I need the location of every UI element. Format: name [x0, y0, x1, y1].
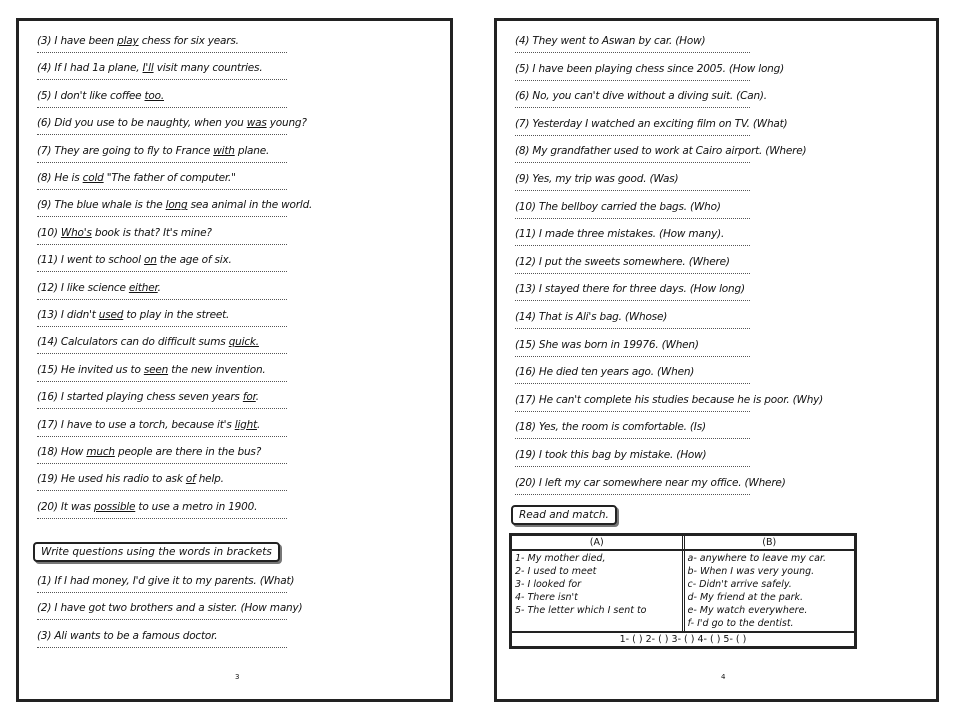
question-sentence: (3) Ali wants to be a famous doctor.	[37, 629, 218, 642]
question-sentence: (11) I made three mistakes. (How many).	[515, 228, 725, 241]
sentence-text: (7) They are going to fly to France	[37, 144, 214, 157]
question-sentence: (9) Yes, my trip was good. (Was)	[515, 173, 679, 185]
answer-line	[37, 299, 287, 300]
answer-line	[37, 216, 287, 217]
correction-sentence	[37, 419, 260, 431]
answer-line	[515, 273, 750, 274]
question-sentence: (18) Yes, the room is comfortable. (Is)	[515, 421, 706, 434]
column-b-header: (B)	[762, 537, 777, 548]
answer-line	[515, 494, 750, 495]
correction-sentence	[37, 254, 232, 266]
sentence-text: (16) I started playing chess seven years	[37, 391, 243, 404]
column-b-item: f- I'd go to the dentist.	[687, 618, 794, 629]
underlined-error: for	[242, 391, 256, 404]
answer-line	[515, 162, 750, 163]
question-sentence: (14) That is Ali's bag. (Whose)	[515, 311, 668, 323]
answer-line	[37, 162, 287, 163]
answer-line	[37, 490, 287, 491]
underlined-error: seen	[143, 363, 169, 376]
answer-line	[37, 134, 287, 135]
answer-line	[515, 107, 750, 108]
correction-sentence	[37, 35, 239, 47]
question-sentence: (2) I have got two brothers and a sister. (How many)	[37, 602, 303, 615]
matching-body	[512, 551, 854, 633]
instruction-box: Read and match.	[511, 505, 617, 525]
correction-sentence	[37, 501, 257, 513]
question-sentence: (10) The bellboy carried the bags. (Who)	[515, 200, 721, 213]
answer-line	[37, 244, 287, 245]
column-b-item: c- Didn't arrive safely.	[687, 579, 792, 590]
sentence-text: (17) I have to use a torch, because it's	[37, 418, 235, 431]
sentence-text: (6) Did you use to be naughty, when you	[37, 117, 247, 130]
underlined-error: play	[117, 35, 139, 47]
correction-sentence	[37, 473, 224, 485]
correction-sentence	[37, 199, 312, 211]
column-b-item: b- When I was very young.	[687, 566, 815, 577]
underlined-error: quick.	[228, 336, 259, 349]
answer-line	[37, 107, 287, 108]
answer-line	[37, 271, 287, 272]
underlined-error: used	[98, 309, 124, 321]
underlined-error: Who's	[60, 226, 92, 239]
answer-line	[515, 80, 750, 81]
right-worksheet-page	[494, 18, 939, 702]
sentence-text: (8) He is	[37, 172, 83, 184]
question-sentence: (12) I put the sweets somewhere. (Where)	[515, 255, 730, 268]
answer-line	[37, 592, 287, 593]
underlined-error: was	[246, 117, 267, 130]
page-number: 3	[235, 673, 240, 681]
correction-sentence	[37, 364, 266, 376]
underlined-error: either	[128, 281, 158, 294]
underlined-error: too.	[144, 89, 165, 102]
answer-line	[515, 300, 750, 301]
correction-sentence	[37, 90, 164, 102]
underlined-error: on	[143, 254, 157, 267]
column-b-item: e- My watch everywhere.	[687, 605, 808, 616]
question-sentence: (19) I took this bag by mistake. (How)	[515, 449, 707, 461]
question-sentence: (7) Yesterday I watched an exciting film on TV. (What)	[515, 117, 788, 130]
answer-line	[515, 438, 750, 439]
answer-line	[515, 383, 750, 384]
underlined-error: with	[213, 144, 235, 157]
sentence-text: chess for six years.	[138, 35, 239, 47]
column-a-item: 4- There isn't	[515, 592, 578, 603]
sentence-text: (20) It was	[37, 500, 94, 513]
question-sentence: (5) I have been playing chess since 2005. (How long)	[515, 62, 785, 75]
correction-sentence	[37, 172, 236, 184]
column-b	[685, 551, 855, 631]
underlined-error: possible	[93, 500, 136, 513]
correction-sentence	[37, 145, 269, 157]
sentence-text: the age of six.	[156, 254, 232, 267]
sentence-text: to use a metro in 1900.	[135, 500, 258, 513]
question-sentence: (13) I stayed there for three days. (How long)	[515, 283, 745, 296]
question-sentence: (15) She was born in 19976. (When)	[515, 338, 699, 351]
sentence-text: (15) He invited us to	[37, 363, 144, 376]
sentence-text: .	[157, 281, 161, 294]
answer-line	[37, 189, 287, 190]
underlined-error: of	[185, 473, 196, 486]
answer-line	[37, 52, 287, 53]
correction-sentence	[37, 309, 229, 321]
answer-line	[37, 353, 287, 354]
answer-line	[37, 381, 287, 382]
page-number: 4	[721, 673, 726, 681]
sentence-text: visit many countries.	[153, 62, 263, 75]
answer-line	[37, 619, 287, 620]
answer-line	[37, 326, 287, 327]
answer-line	[37, 79, 287, 80]
sentence-text: .	[255, 391, 259, 404]
answer-line	[515, 328, 750, 329]
sentence-text: (5) I don't like coffee	[37, 89, 145, 102]
sentence-text: .	[257, 418, 261, 431]
question-sentence: (1) If I had money, I'd give it to my parents. (What)	[37, 575, 295, 587]
answer-line	[37, 647, 287, 648]
sentence-text: to play in the street.	[123, 309, 230, 321]
underlined-error: much	[86, 446, 115, 458]
column-a-item: 5- The letter which I sent to	[515, 605, 647, 616]
question-sentence: (8) My grandfather used to work at Cairo airport. (Where)	[515, 145, 807, 158]
sentence-text: "The father of computer."	[103, 172, 236, 184]
column-a-item: 3- I looked for	[515, 579, 582, 590]
left-worksheet-page	[16, 18, 453, 702]
correction-sentence	[37, 62, 262, 74]
correction-sentence	[37, 227, 212, 239]
correction-sentence	[37, 446, 261, 458]
sentence-text: (4) If I had 1a plane,	[37, 62, 143, 75]
column-a-item: 2- I used to meet	[515, 566, 597, 577]
answer-line	[515, 411, 750, 412]
column-b-item: a- anywhere to leave my car.	[687, 553, 826, 564]
answer-line	[515, 135, 750, 136]
underlined-error: I'll	[142, 62, 154, 75]
answer-line	[515, 466, 750, 467]
column-a-item: 1- My mother died,	[515, 553, 606, 564]
correction-sentence	[37, 336, 259, 348]
answer-line	[515, 190, 750, 191]
sentence-text: (12) I like science	[37, 281, 129, 294]
question-sentence: (17) He can't complete his studies because he is poor. (Why)	[515, 393, 824, 406]
column-b-item: d- My friend at the park.	[687, 592, 804, 603]
sentence-text: (19) He used his radio to ask	[37, 473, 186, 486]
question-sentence: (20) I left my car somewhere near my office. (Where)	[515, 476, 786, 489]
instruction-box: Write questions using the words in brackets	[33, 542, 280, 562]
column-a	[512, 551, 685, 631]
sentence-text: (14) Calculators can do difficult sums	[37, 336, 229, 349]
question-sentence: (4) They went to Aswan by car. (How)	[515, 35, 706, 47]
underlined-error: cold	[82, 172, 104, 184]
matching-header	[512, 536, 854, 551]
correction-sentence	[37, 391, 259, 403]
correction-sentence	[37, 117, 307, 129]
question-sentence: (16) He died ten years ago. (When)	[515, 366, 695, 379]
matching-table	[509, 533, 857, 649]
underlined-error: light	[234, 418, 258, 431]
sentence-text: (10)	[37, 226, 61, 239]
answer-line	[515, 218, 750, 219]
sentence-text: help.	[195, 473, 224, 486]
sentence-text: (11) I went to school	[37, 254, 144, 267]
sentence-text: the new invention.	[168, 363, 266, 376]
answer-line	[515, 52, 750, 53]
sentence-text: plane.	[234, 144, 270, 157]
answer-key-row: 1- ( ) 2- ( ) 3- ( ) 4- ( ) 5- ( )	[619, 634, 747, 645]
answer-line	[37, 463, 287, 464]
answer-line	[37, 436, 287, 437]
sentence-text: people are there in the bus?	[114, 446, 262, 458]
sentence-text: (18) How	[37, 446, 87, 458]
sentence-text: young?	[266, 117, 307, 130]
sentence-text: sea animal in the world.	[187, 199, 313, 212]
answer-line	[515, 356, 750, 357]
column-a-header: (A)	[512, 536, 685, 549]
sentence-text: book is that? It's mine?	[91, 226, 212, 239]
sentence-text: (13) I didn't	[37, 309, 99, 321]
sentence-text: (3) I have been	[37, 35, 118, 47]
answer-line	[37, 518, 287, 519]
answer-line	[515, 245, 750, 246]
question-sentence: (6) No, you can't dive without a diving suit. (Can).	[515, 90, 767, 103]
correction-sentence	[37, 282, 161, 294]
sentence-text: (9) The blue whale is the	[37, 199, 166, 212]
answer-line	[37, 408, 287, 409]
underlined-error: long	[165, 199, 188, 212]
